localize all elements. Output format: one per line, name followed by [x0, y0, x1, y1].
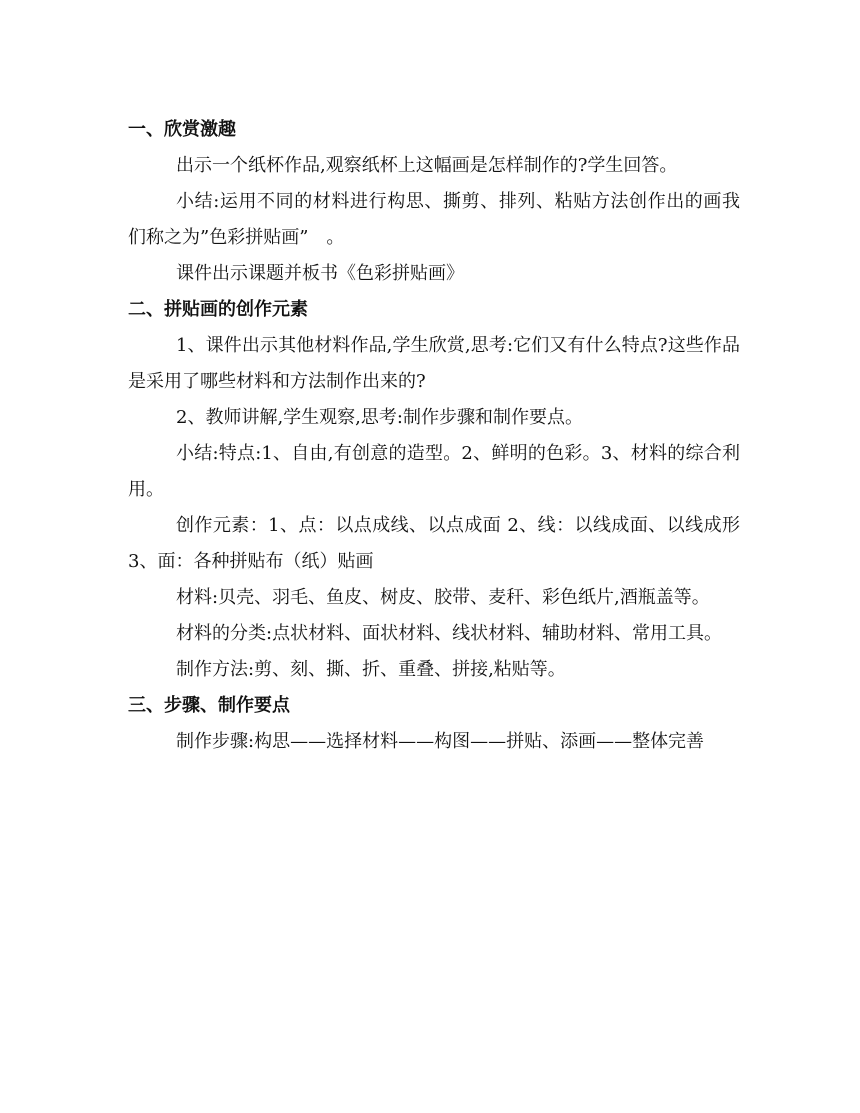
paragraph: 材料的分类:点状材料、面状材料、线状材料、辅助材料、常用工具。	[176, 623, 723, 644]
paragraph: 小结:运用不同的材料进行构思、撕剪、排列、粘贴方法创作出的画我们称之为”色彩拼贴画” 。	[128, 191, 740, 248]
section-heading: 二、拼贴画的创作元素	[128, 299, 308, 320]
section-heading: 一、欣赏激趣	[128, 119, 236, 140]
paragraph: 1、课件出示其他材料作品,学生欣赏,思考:它们又有什么特点?这些作品是采用了哪些材料和方法制作出来的?	[128, 335, 740, 392]
document-body	[128, 112, 740, 760]
section-steps	[128, 688, 740, 760]
paragraph: 材料:贝壳、羽毛、鱼皮、树皮、胶带、麦秆、彩色纸片,酒瓶盖等。	[176, 587, 710, 608]
paragraph: 出示一个纸杯作品,观察纸杯上这幅画是怎样制作的?学生回答。	[176, 155, 678, 176]
section-appreciation	[128, 112, 740, 292]
paragraph: 课件出示课题并板书《色彩拼贴画》	[176, 263, 464, 284]
paragraph: 制作步骤:构思——选择材料——构图——拼贴、添画——整体完善	[176, 731, 705, 752]
section-heading: 三、步骤、制作要点	[128, 695, 290, 716]
paragraph: 制作方法:剪、刻、撕、折、重叠、拼接,粘贴等。	[176, 659, 566, 680]
paragraph: 小结:特点:1、自由,有创意的造型。2、鲜明的色彩。3、材料的综合利用。	[128, 443, 740, 500]
paragraph: 创作元素：1、点：以点成线、以点成面 2、线：以线成面、以线成形 3、面：各种拼贴布（纸）贴画	[128, 515, 740, 572]
section-creation-elements	[128, 292, 740, 688]
paragraph: 2、教师讲解,学生观察,思考:制作步骤和制作要点。	[176, 407, 583, 428]
